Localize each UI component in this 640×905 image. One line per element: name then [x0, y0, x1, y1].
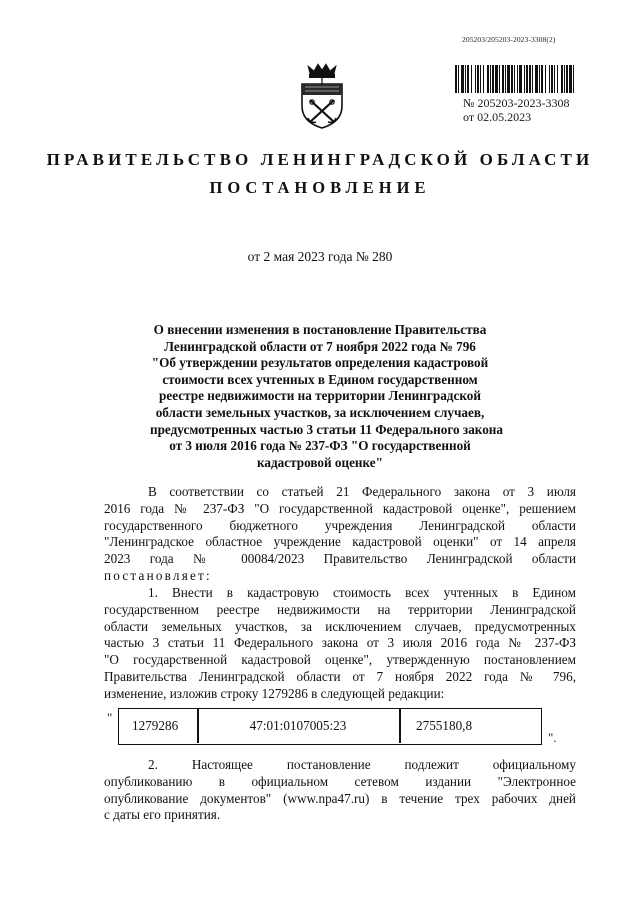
barcode-bar: [532, 65, 533, 93]
authority-heading: ПРАВИТЕЛЬСТВО ЛЕНИНГРАДСКОЙ ОБЛАСТИ: [46, 150, 594, 169]
barcode-bar: [561, 65, 563, 93]
barcode-bar: [524, 65, 525, 93]
preamble-paragraph: [104, 484, 576, 585]
barcode-bar: [499, 65, 500, 93]
table-open-quote: ": [107, 710, 113, 725]
item-1-line: "О государственной кадастровой оценке", утвержденную постановлением: [104, 652, 576, 668]
barcode-bar: [541, 65, 543, 93]
barcode-bar: [495, 65, 498, 93]
barcode-bar: [475, 65, 476, 93]
barcode-bar: [557, 65, 558, 93]
registration-date: от 02.05.2023: [463, 110, 532, 124]
barcode-bar: [467, 65, 469, 93]
item-1-line: 1. Внести в кадастровую стоимость всех учтенных в Едином: [148, 585, 576, 600]
document-title: [150, 322, 504, 471]
barcode-bar: [483, 65, 484, 93]
title-line: от 3 июля 2016 года № 237-ФЗ "О государственной: [169, 438, 471, 454]
barcode-bar: [471, 65, 472, 93]
item-1-line: частью 3 статьи 11 Федерального закона от 3 июля 2016 года № 237-ФЗ: [104, 635, 576, 651]
barcode-bar: [569, 65, 572, 93]
cadastral-table-row: [118, 708, 542, 745]
title-line: О внесении изменения в постановление Правительства: [153, 322, 487, 337]
barcode-bar: [487, 65, 489, 93]
table-divider: [399, 709, 401, 743]
preamble-line: государственного бюджетного учреждения Ленинградской области: [104, 517, 576, 533]
barcode-bar: [551, 65, 553, 93]
title-line: реестре недвижимости на территории Ленинградской: [159, 388, 481, 404]
document-date-number: от 2 мая 2023 года № 280: [247, 249, 393, 264]
barcode-bar: [505, 65, 506, 93]
table-cell-cadastral-value: 2755180,8: [416, 718, 473, 733]
barcode-bar: [455, 65, 457, 93]
coat-of-arms-icon: [294, 62, 350, 130]
barcode-icon: [455, 65, 576, 93]
item-1-line: Правительства Ленинградской области от 7 ноября 2022 года № 796,: [104, 668, 576, 684]
document-code: 205203/205203-2023-3308(2): [462, 35, 556, 44]
barcode-bar: [545, 65, 546, 93]
barcode-bar: [461, 65, 464, 93]
item-1-line: государственном реестре недвижимости на территории Ленинградской: [104, 601, 576, 617]
barcode-bar: [573, 65, 574, 93]
barcode-bar: [480, 65, 481, 93]
title-line: Ленинградской области от 7 ноября 2022 года № 796: [164, 338, 476, 354]
barcode-bar: [549, 65, 550, 93]
title-line: кадастровой оценке": [257, 454, 383, 470]
barcode-bar: [465, 65, 466, 93]
preamble-line: 2016 года № 237-ФЗ "О государственной кадастровой оценке", решением: [104, 500, 576, 516]
barcode-bar: [554, 65, 555, 93]
barcode-bar: [502, 65, 504, 93]
title-line: "Об утверждении результатов определения кадастровой: [151, 355, 489, 371]
item-2-paragraph: [104, 757, 576, 824]
item-2-line: опубликованию в официальном сетевом издании "Электронное: [104, 773, 576, 789]
barcode-bar: [539, 65, 540, 93]
barcode-bar: [477, 65, 479, 93]
preamble-line: "Ленинградское областное учреждение кадастровой оценки" от 14 апреля: [104, 534, 576, 550]
title-line: области земельных участков, за исключением случаев,: [155, 404, 485, 420]
barcode-bar: [458, 65, 459, 93]
barcode-bar: [490, 65, 491, 93]
barcode-bar: [507, 65, 510, 93]
barcode-bar: [566, 65, 568, 93]
table-close-quote: ".: [548, 730, 557, 745]
barcode-bar: [511, 65, 513, 93]
table-cell-row-number: 1279286: [132, 718, 179, 733]
item-2-line: с даты его принятия.: [104, 807, 221, 823]
title-line: стоимости всех учтенных в Едином государственном: [162, 371, 478, 387]
barcode-bar: [526, 65, 528, 93]
registration-info: [463, 96, 569, 124]
preamble-line: В соответствии со статьей 21 Федерального закона от 3 июля: [148, 484, 576, 499]
table-cell-cadastral-number: 47:01:0107005:23: [249, 718, 347, 733]
title-line: предусмотренных частью 3 статьи 11 Федерального закона: [150, 421, 504, 437]
item-1-line: области земельных участков, за исключением случаев, предусмотренных: [104, 618, 576, 634]
item-1-line: изменение, изложив строку 1279286 в следующей редакции:: [104, 685, 445, 701]
barcode-bar: [519, 65, 522, 93]
resolves-word: постановляет:: [104, 567, 212, 583]
barcode-bar: [492, 65, 494, 93]
preamble-line: 2023 года № 00084/2023 Правительство Ленинградской области: [104, 551, 576, 567]
item-1-paragraph: [104, 585, 576, 703]
document-type-heading: ПОСТАНОВЛЕНИЕ: [209, 178, 431, 197]
barcode-bar: [514, 65, 515, 93]
barcode-bar: [564, 65, 565, 93]
barcode-bar: [529, 65, 531, 93]
barcode-bar: [535, 65, 538, 93]
registration-number: № 205203-2023-3308: [463, 96, 570, 110]
item-2-line: опубликование документов" (www.npa47.ru) в течение трех рабочих дней: [104, 790, 576, 806]
item-2-line: 2. Настоящее постановление подлежит официальному: [148, 757, 576, 772]
barcode-bar: [517, 65, 518, 93]
